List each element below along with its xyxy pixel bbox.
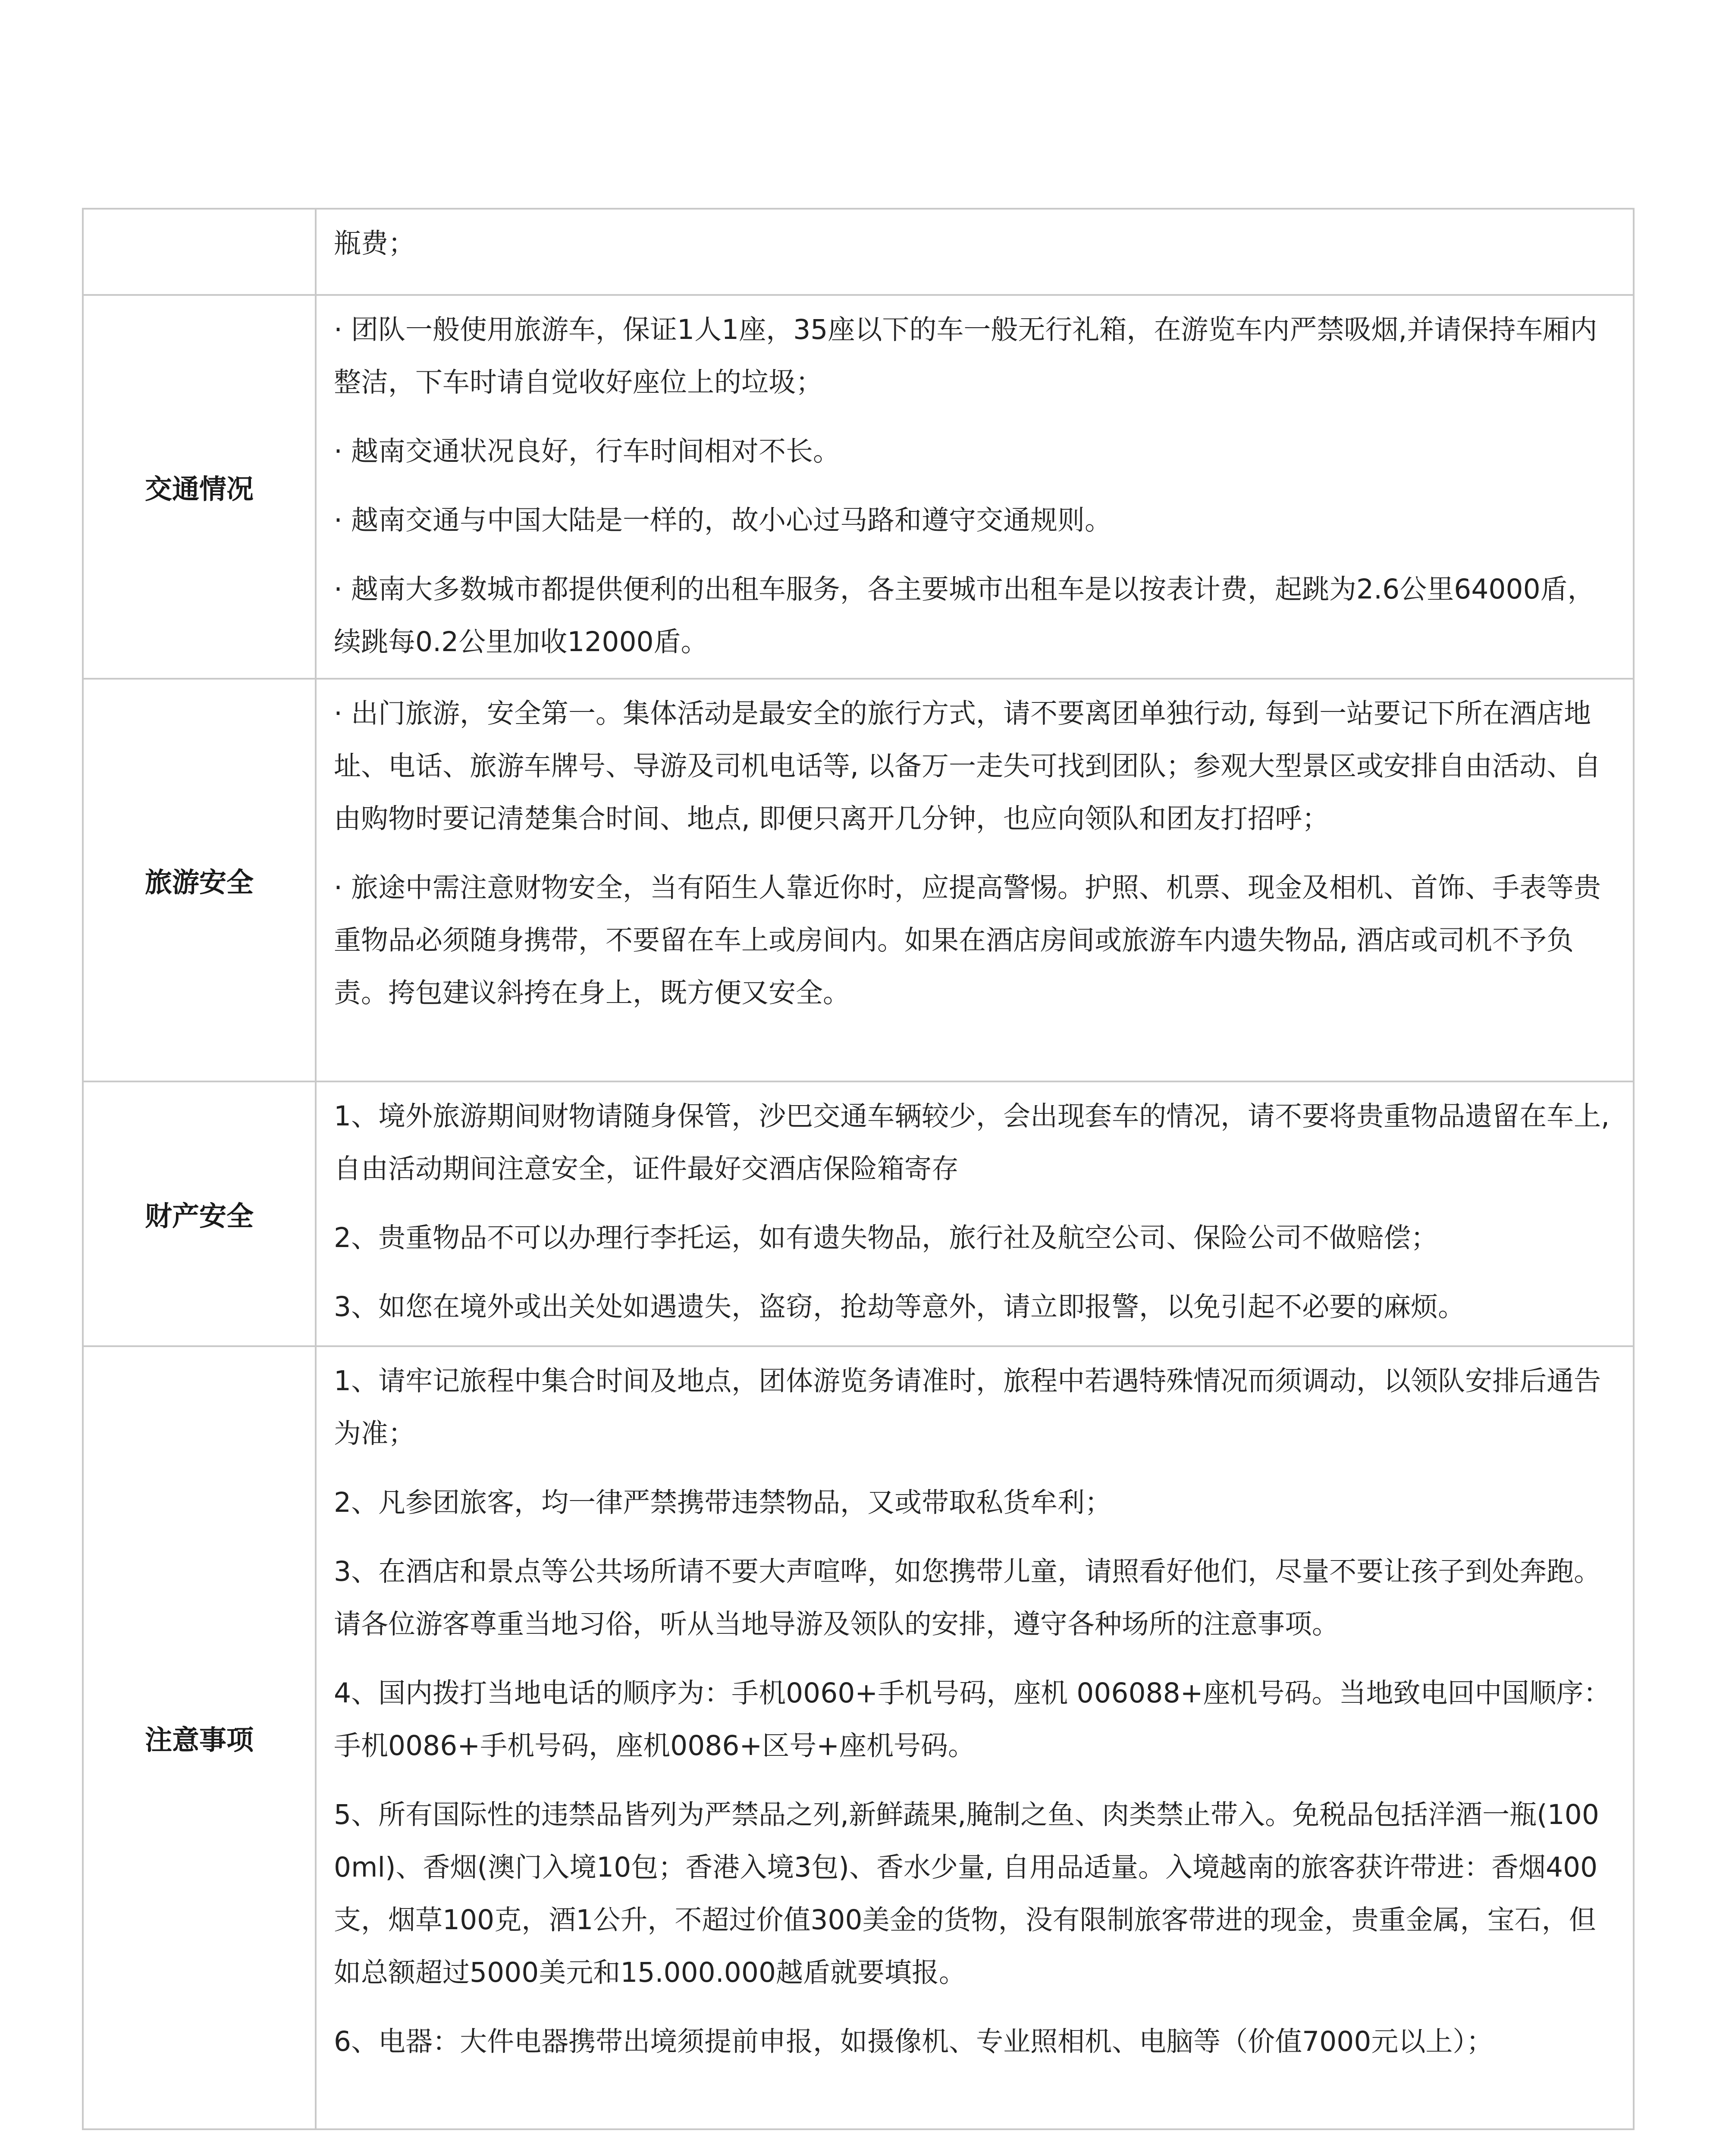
paragraph: · 旅途中需注意财物安全，当有陌生人靠近你时，应提高警惕。护照、机票、现金及相机、首饰、手表等贵重物品必须随身携带，不要留在车上或房间内。如果在酒店房间或旅游车内遗失物品, 酒店或司机不予负责。挎包建议斜挎在身上，既方便又安全。 [334,872,1601,1009]
paragraph: 5、所有国际性的违禁品皆列为严禁品之列,新鲜蔬果,腌制之鱼、肉类禁止带入。免税品包括洋酒一瓶(1000ml)、香烟(澳门入境10包；香港入境3包)、香水少量, 自用品适量。入境越南的旅客获许带进：香烟400支，烟草100克，酒1公升，不超过价值300美金的货物，没有限制旅客带进的现金，贵重金属，宝石，但如总额超过5000美元和15.000.000越盾就要填报。 [334,1799,1599,1988]
row-label: 旅游安全 [83,679,316,1081]
row-content [316,1081,1634,1346]
paragraph: 3、在酒店和景点等公共场所请不要大声喧哗，如您携带儿童，请照看好他们，尽量不要让孩子到处奔跑。请各位游客尊重当地习俗，听从当地导游及领队的安排，遵守各种场所的注意事项。 [334,1556,1601,1640]
table-row-notes [83,1346,1634,2129]
paragraph: 1、请牢记旅程中集合时间及地点，团体游览务请准时，旅程中若遇特殊情况而须调动，以领队安排后通告为准； [334,1365,1601,1449]
paragraph: 3、如您在境外或出关处如遇遗失，盗窃，抢劫等意外，请立即报警，以免引起不必要的麻烦。 [334,1291,1465,1322]
row-label: 财产安全 [83,1081,316,1346]
row-content [316,1346,1634,2129]
paragraph: 4、国内拨打当地电话的顺序为：手机0060+手机号码，座机 006088+座机号码。当地致电回中国顺序：手机0086+手机号码，座机0086+区号+座机号码。 [334,1677,1611,1761]
paragraph: · 越南交通与中国大陆是一样的，故小心过马路和遵守交通规则。 [334,505,1112,536]
paragraph: 2、贵重物品不可以办理行李托运，如有遗失物品，旅行社及航空公司、保险公司不做赔偿； [334,1222,1438,1253]
paragraph: 1、境外旅游期间财物请随身保管，沙巴交通车辆较少，会出现套车的情况，请不要将贵重物品遗留在车上,自由活动期间注意安全，证件最好交酒店保险箱寄存 [334,1100,1610,1185]
paragraph: 瓶费； [334,228,415,259]
paragraph: · 团队一般使用旅游车，保证1人1座，35座以下的车一般无行礼箱，在游览车内严禁吸烟,并请保持车厢内整洁，下车时请自觉收好座位上的垃圾； [334,314,1597,398]
row-content [316,679,1634,1081]
info-table [82,208,1635,2130]
row-content [316,209,1634,295]
row-label: 交通情况 [83,295,316,679]
paragraph: · 越南交通状况良好，行车时间相对不长。 [334,436,841,467]
paragraph: · 越南大多数城市都提供便利的出租车服务，各主要城市出租车是以按表计费，起跳为2.6公里64000盾，续跳每0.2公里加收12000盾。 [334,573,1595,658]
paragraph: 2、凡参团旅客，均一律严禁携带违禁物品，又或带取私货牟利； [334,1487,1112,1518]
row-label: 注意事项 [83,1346,316,2129]
paragraph: · 出门旅游，安全第一。集体活动是最安全的旅行方式，请不要离团单独行动, 每到一站要记下所在酒店地址、电话、旅游车牌号、导游及司机电话等, 以备万一走失可找到团队；参观大型景区或安排自由活动、自由购物时要记清楚集合时间、地点, 即便只离开几分钟，也应向领队和团友打招呼； [334,698,1601,834]
table-row-traffic [83,295,1634,679]
table-row-property-safety [83,1081,1634,1346]
paragraph: 6、电器：大件电器携带出境须提前申报，如摄像机、专业照相机、电脑等（价值7000元以上）； [334,2026,1494,2057]
table-row-travel-safety [83,679,1634,1081]
row-label [83,209,316,295]
row-content [316,295,1634,679]
table-row-continuation [83,209,1634,295]
